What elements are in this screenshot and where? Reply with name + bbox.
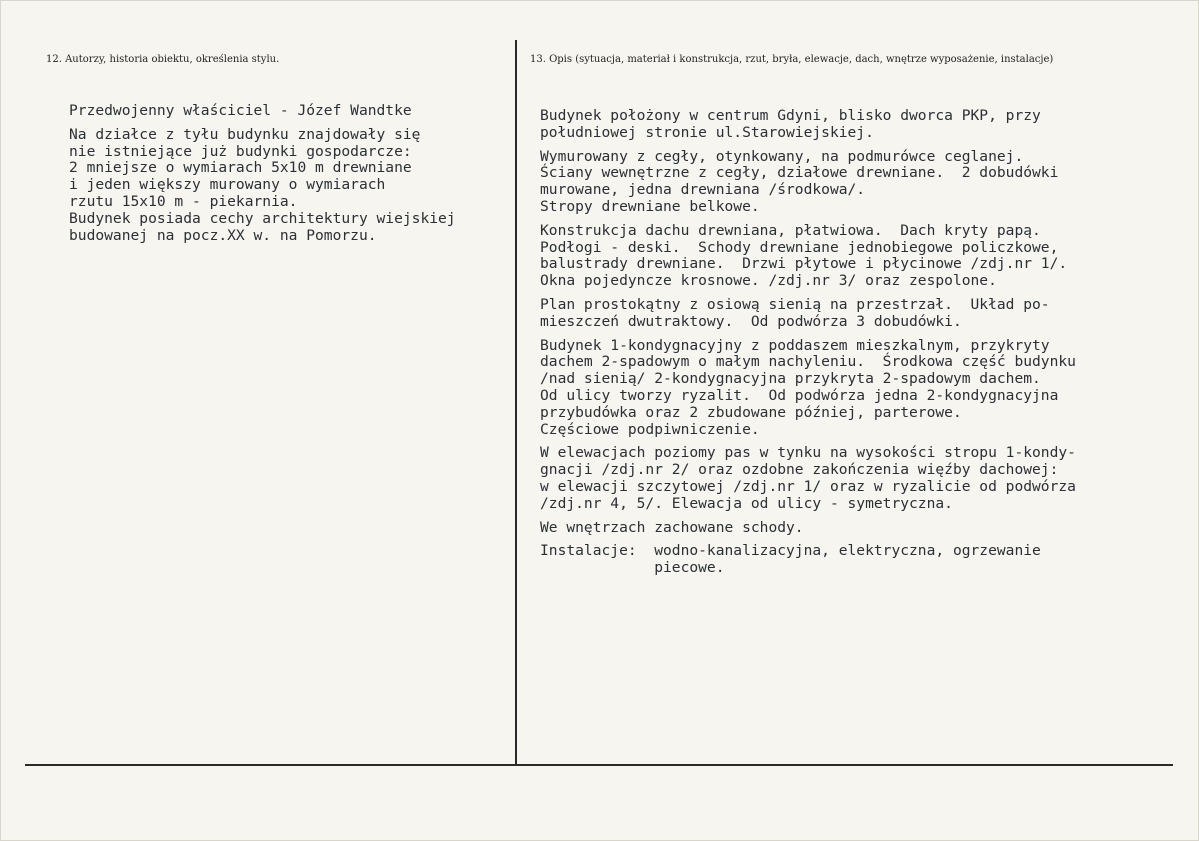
description-line: We wnętrzach zachowane schody. <box>540 518 804 536</box>
description-line: balustrady drewniane. Drzwi płytowe i płycinowe /zdj.nr 1/. <box>540 255 1068 273</box>
description-paragraph <box>540 543 1076 577</box>
history-line: Przedwojenny właściciel - Józef Wandtke <box>69 102 412 119</box>
description-line: Stropy drewniane belkowe. <box>540 197 760 215</box>
description-line: Okna pojedyncze krosnowe. /zdj.nr 3/ oraz zespolone. <box>540 272 997 290</box>
description-line: Plan prostokątny z osiową sienią na przestrzał. Układ po- <box>540 295 1050 313</box>
history-text-column <box>69 103 456 251</box>
description-paragraph <box>540 149 1076 216</box>
description-text-column <box>540 108 1076 584</box>
description-line: Podłogi - deski. Schody drewniane jednobiegowe policzkowe, <box>540 238 1059 256</box>
history-paragraph <box>69 103 456 120</box>
description-line: Konstrukcja dachu drewniana, płatwiowa. Dach kryty papą. <box>540 221 1041 239</box>
description-line: mieszczeń dwutraktowy. Od podwórza 3 dobudówki. <box>540 312 962 330</box>
description-line: Wymurowany z cegły, otynkowany, na podmurówce ceglanej. <box>540 147 1024 165</box>
history-line: Budynek posiada cechy architektury wiejskiej <box>69 209 456 227</box>
history-line: 2 mniejsze o wymiarach 5x10 m drewniane <box>69 159 412 177</box>
description-line: gnacji /zdj.nr 2/ oraz ozdobne zakończenia więźby dachowej: <box>540 461 1059 479</box>
description-line: murowane, jedna drewniana /środkowa/. <box>540 181 866 199</box>
description-paragraph <box>540 445 1076 512</box>
section-12-header: 12. Autorzy, historia obiektu, określenia stylu. <box>46 54 280 65</box>
description-line: Instalacje: wodno-kanalizacyjna, elektryczna, ogrzewanie <box>540 542 1041 560</box>
description-line: piecowe. <box>540 559 725 577</box>
description-line: Budynek położony w centrum Gdyni, blisko dworca PKP, przy <box>540 107 1041 124</box>
description-line: W elewacjach poziomy pas w tynku na wysokości stropu 1-kondy- <box>540 444 1076 462</box>
history-line: nie istniejące już budynki gospodarcze: <box>69 142 412 160</box>
history-line: rzutu 15x10 m - piekarnia. <box>69 192 298 210</box>
column-divider <box>515 40 517 764</box>
description-line: Ściany wewnętrzne z cegły, działowe drewniane. 2 dobudówki <box>540 164 1059 182</box>
history-line: budowanej na pocz.XX w. na Pomorzu. <box>69 226 377 244</box>
section-13-header: 13. Opis (sytuacja, materiał i konstrukcja, rzut, bryła, elewacje, dach, wnętrze wyposażenie, instalacje) <box>530 54 1054 65</box>
bottom-rule <box>25 764 1173 766</box>
description-paragraph <box>540 338 1076 439</box>
history-paragraph <box>69 127 456 245</box>
description-line: dachem 2-spadowym o małym nachyleniu. Środkowa część budynku <box>540 353 1076 371</box>
description-line: /nad sienią/ 2-kondygnacyjna przykryta 2-spadowym dachem. <box>540 370 1041 388</box>
description-line: w elewacji szczytowej /zdj.nr 1/ oraz w ryzalicie od podwórza <box>540 477 1076 495</box>
history-line: Na działce z tyłu budynku znajdowały się <box>69 125 421 143</box>
description-line: /zdj.nr 4, 5/. Elewacja od ulicy - symetryczna. <box>540 494 953 512</box>
description-line: Częściowe podpiwniczenie. <box>540 420 760 438</box>
description-paragraph <box>540 223 1076 290</box>
description-line: Od ulicy tworzy ryzalit. Od podwórza jedna 2-kondygnacyjna <box>540 386 1059 404</box>
description-line: południowej stronie ul.Starowiejskiej. <box>540 123 874 141</box>
description-paragraph <box>540 297 1076 331</box>
history-line: i jeden większy murowany o wymiarach <box>69 176 386 194</box>
description-line: Budynek 1-kondygnacyjny z poddaszem mieszkalnym, przykryty <box>540 336 1050 354</box>
description-paragraph <box>540 520 1076 537</box>
description-paragraph <box>540 108 1076 142</box>
description-line: przybudówka oraz 2 zbudowane później, parterowe. <box>540 403 962 421</box>
